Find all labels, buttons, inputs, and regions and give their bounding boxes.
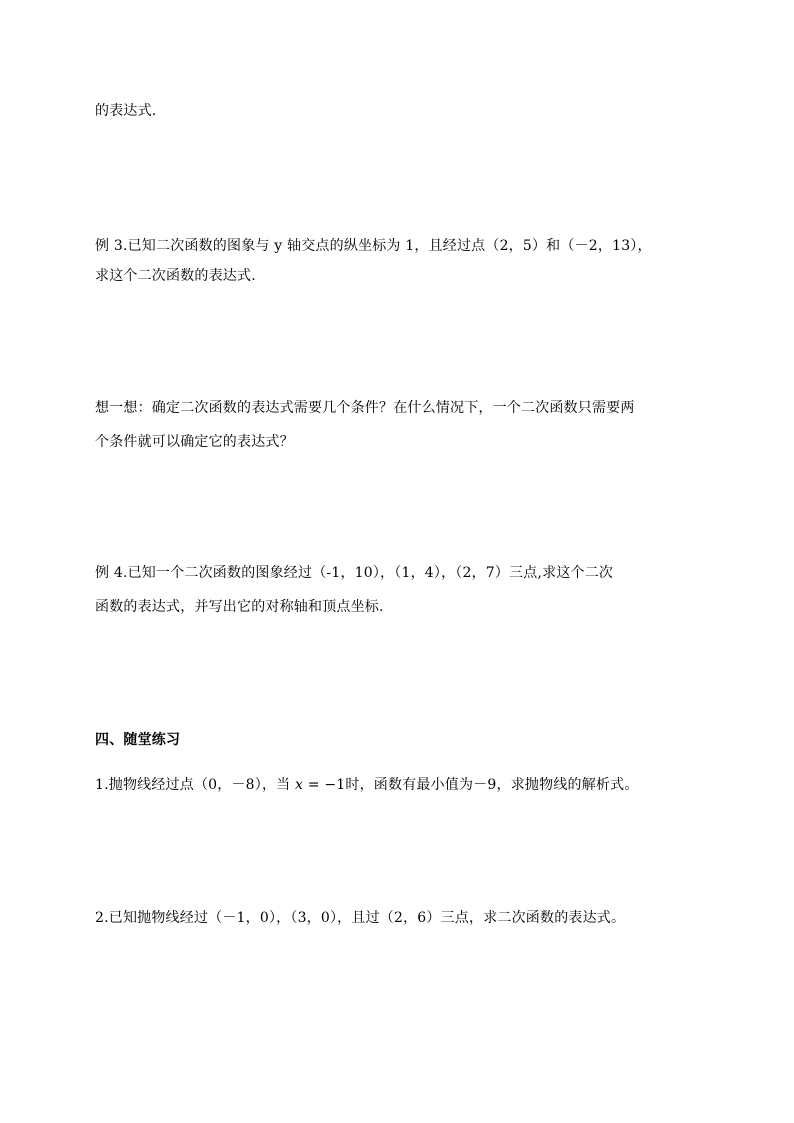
section-4-heading: 四、随堂练习 [95, 732, 181, 748]
think-line-2: 个条件就可以确定它的表达式？ [95, 434, 294, 450]
example-4-line-1: 例 4.已知一个二次函数的图象经过（-1，10），（1，4），（2，7）三点,求这个二次 [95, 565, 614, 581]
exercise-1-part-2: = −1时，函数有最小值为－9，求抛物线的解析式。 [303, 777, 639, 793]
exercise-1 [95, 775, 639, 795]
exercise-1-variable: x [295, 777, 304, 793]
exercise-1-part-1: 1.抛物线经过点（0，－8），当 [95, 777, 296, 793]
example-4-line-2: 函数的表达式，并写出它的对称轴和顶点坐标. [95, 599, 384, 615]
example-3-line-2: 求这个二次函数的表达式. [95, 268, 256, 284]
example-3-line-1: 例 3.已知二次函数的图象与 y 轴交点的纵坐标为 1，且经过点（2，5）和（－2，13）， [95, 238, 652, 254]
think-line-1: 想一想：确定二次函数的表达式需要几个条件？在什么情况下，一个二次函数只需要两 [95, 400, 635, 416]
exercise-2: 2.已知抛物线经过（－1，0），（3，0），且过（2，6）三点，求二次函数的表达式。 [95, 910, 626, 926]
example-2-tail: 的表达式. [95, 103, 157, 119]
